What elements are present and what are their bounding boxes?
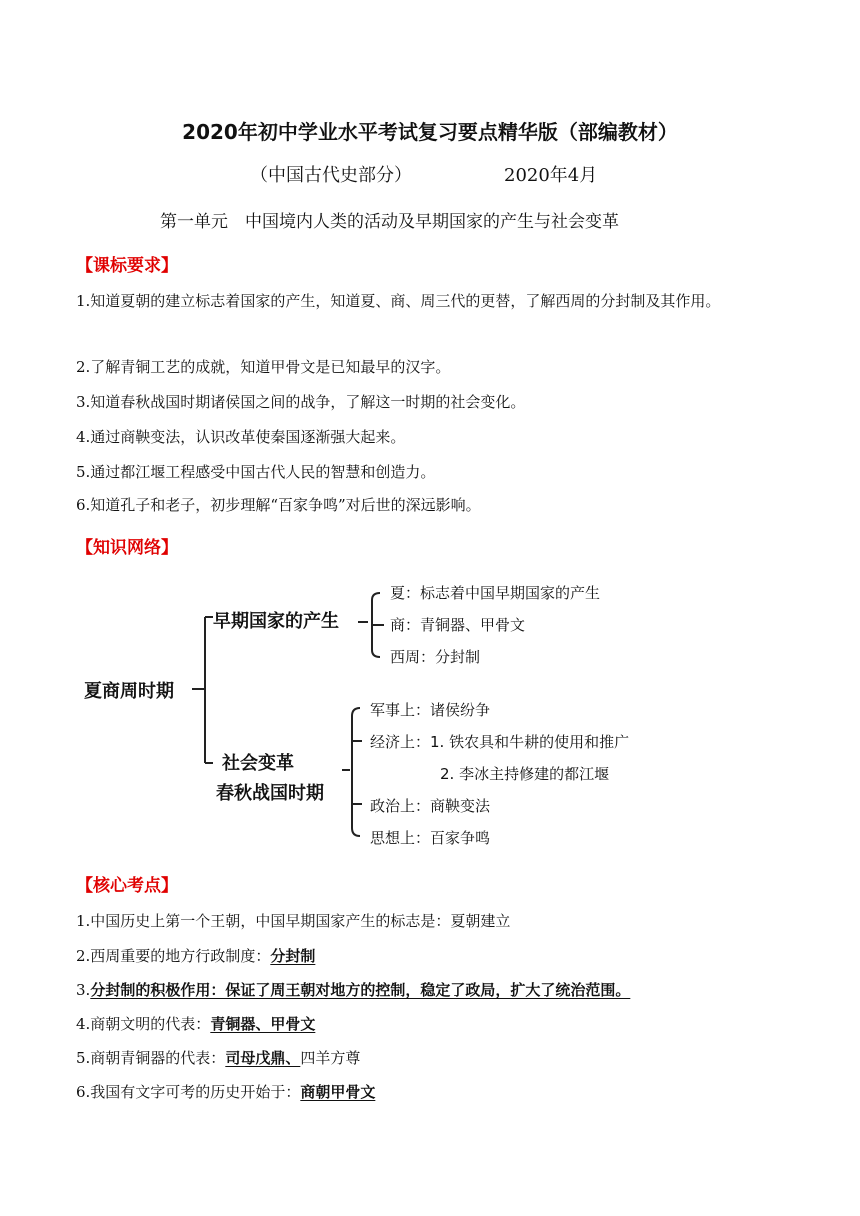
core-item-answer: 司母戊鼎、: [225, 1049, 301, 1067]
curriculum-item: 4.通过商鞅变法，认识改革使秦国逐渐强大起来。: [76, 428, 406, 446]
core-item-text: 5.商朝青铜器的代表：: [76, 1049, 226, 1067]
core-item-text: 3.: [76, 981, 91, 999]
document-subtitle: （中国古代史部分）: [250, 165, 412, 186]
curriculum-item: 1.知道夏朝的建立标志着国家的产生，知道夏、商、周三代的更替，了解西周的分封制及其作用。: [76, 292, 721, 310]
core-item-text: 2.西周重要的地方行政制度：: [76, 947, 271, 965]
mindmap-branch-social-change: 社会变革: [222, 753, 294, 774]
mindmap-leaf: 经济上：1. 铁农具和牛耕的使用和推广: [370, 733, 630, 751]
core-item: [76, 1045, 360, 1071]
core-item-text: 6.我国有文字可考的历史开始于：: [76, 1083, 301, 1101]
mindmap-leaf: 军事上：诸侯纷争: [370, 701, 491, 719]
curriculum-item: 2.了解青铜工艺的成就，知道甲骨文是已知最早的汉字。: [76, 358, 451, 376]
mindmap-branch-spring-autumn: 春秋战国时期: [216, 783, 324, 804]
core-item: [76, 908, 510, 934]
document-title: 2020年初中学业水平考试复习要点精华版（部编教材）: [182, 120, 678, 144]
core-item: [76, 1079, 375, 1105]
mindmap-leaf: 西周：分封制: [390, 648, 481, 666]
mindmap-leaf: 商：青铜器、甲骨文: [390, 616, 526, 634]
core-item-text: 4.商朝文明的代表：: [76, 1015, 211, 1033]
section-core: 【核心考点】: [76, 876, 178, 896]
curriculum-item: 5.通过都江堰工程感受中国古代人民的智慧和创造力。: [76, 463, 436, 481]
core-item-answer: 青铜器、甲骨文: [210, 1015, 316, 1033]
document-date: 2020年4月: [504, 165, 598, 186]
curriculum-item: 6.知道孔子和老子，初步理解“百家争鸣”对后世的深远影响。: [76, 496, 481, 514]
core-item: [76, 977, 630, 1003]
section-network: 【知识网络】: [76, 538, 178, 558]
core-item-answer: 分封制的积极作用：保证了周王朝对地方的控制，稳定了政局，扩大了统治范围。: [90, 981, 631, 999]
section-curriculum: 【课标要求】: [76, 256, 178, 276]
mindmap-root: 夏商周时期: [84, 681, 174, 702]
core-item: [76, 1011, 315, 1037]
mindmap-leaf: 思想上：百家争鸣: [370, 829, 491, 847]
mindmap-leaf: 2. 李冰主持修建的都江堰: [440, 765, 610, 783]
curriculum-item: 3.知道春秋战国时期诸侯国之间的战争，了解这一时期的社会变化。: [76, 393, 526, 411]
mindmap-branch-early-states: 早期国家的产生: [213, 611, 339, 632]
core-item-answer: 分封制: [270, 947, 316, 965]
core-item-suffix: 四羊方尊: [300, 1049, 361, 1067]
mindmap-leaf: 政治上：商鞅变法: [370, 797, 491, 815]
mindmap-leaf: 夏：标志着中国早期国家的产生: [390, 584, 601, 602]
core-item-text: 1.中国历史上第一个王朝，中国早期国家产生的标志是：夏朝建立: [76, 912, 511, 930]
core-item: [76, 943, 315, 969]
unit-heading: 第一单元 中国境内人类的活动及早期国家的产生与社会变革: [160, 212, 619, 232]
core-item-answer: 商朝甲骨文: [300, 1083, 376, 1101]
